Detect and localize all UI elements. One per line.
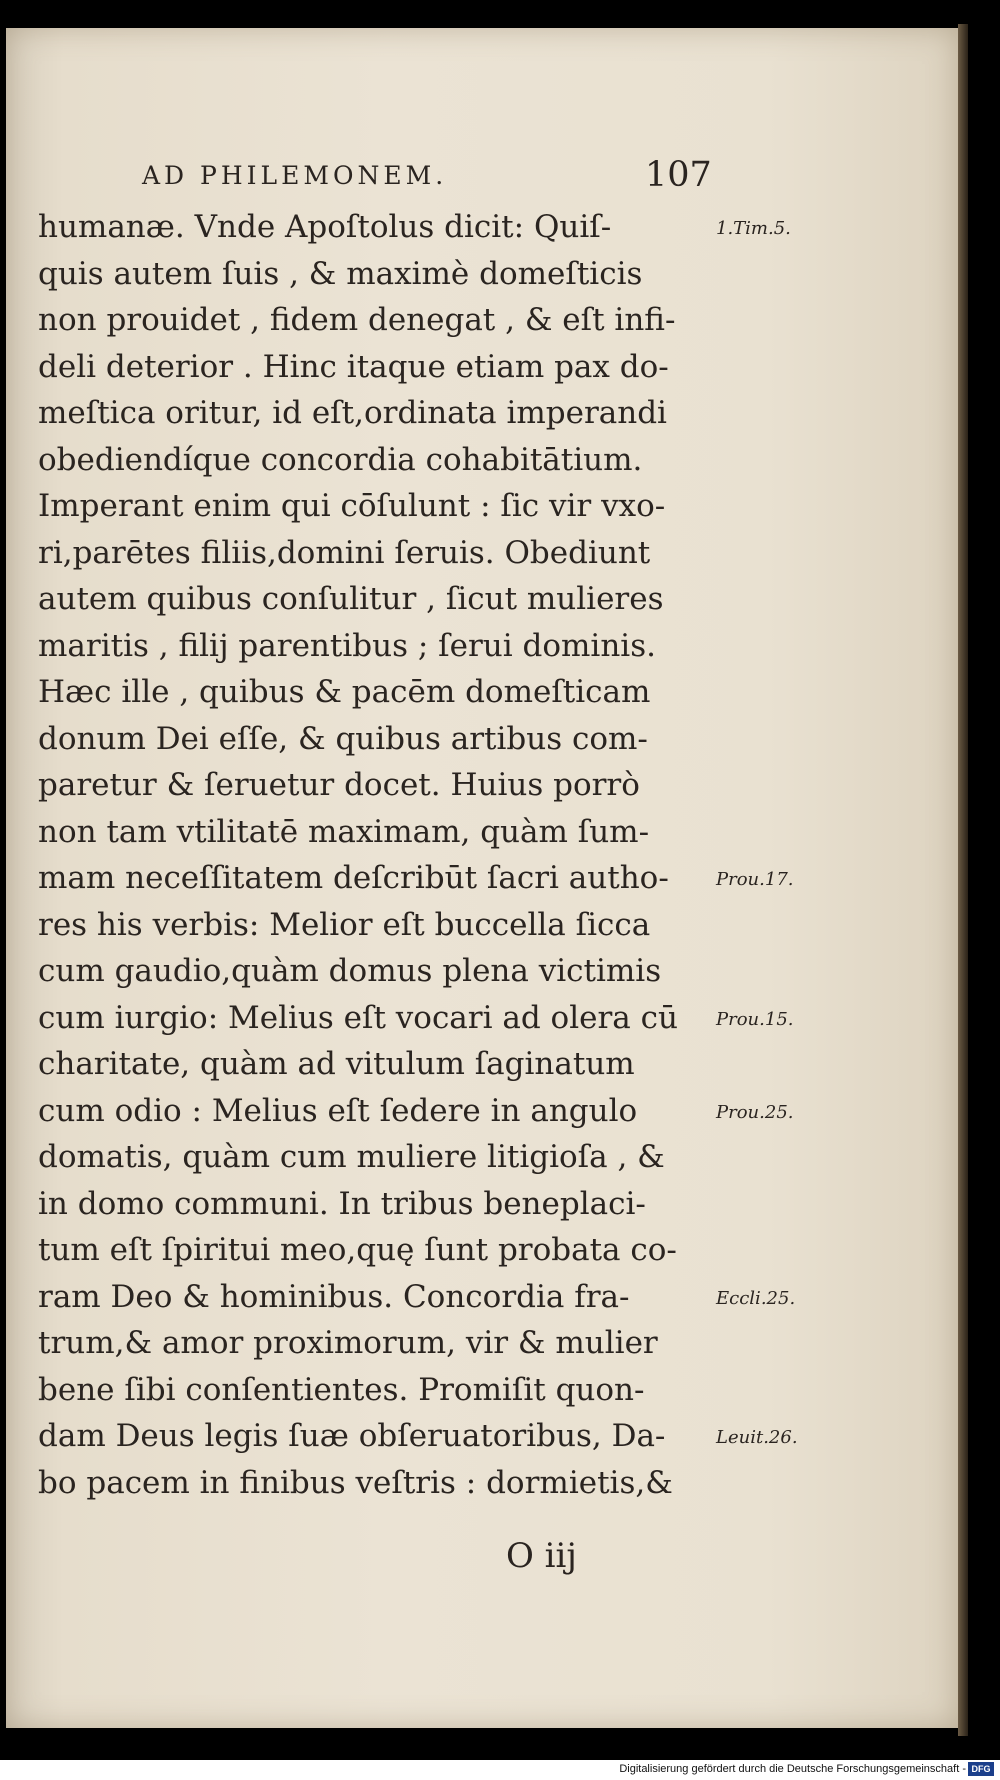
- margin-note: 1.Tim.5.: [716, 218, 791, 239]
- text-line: meſtica oritur, id eſt,ordinata imperandi: [38, 395, 667, 431]
- margin-note: Leuit.26.: [716, 1427, 798, 1448]
- text-line: cum gaudio,quàm domus plena victimis: [38, 953, 662, 989]
- signature-mark: O iij: [506, 1536, 577, 1576]
- text-line: maritis , filij parentibus ; ſerui dominis.: [38, 627, 656, 664]
- text-line: obediendíque concordia cohabitātium.: [38, 441, 643, 478]
- margin-note: Prou.25.: [716, 1101, 794, 1123]
- text-line: dam Deus legis ſuæ obſeruatoribus, Da-: [38, 1418, 666, 1454]
- page-edge-shadow: [958, 24, 968, 1736]
- text-line: cum iurgio: Melius eſt vocari ad olera cū: [38, 999, 678, 1036]
- body-text: [38, 204, 718, 1506]
- text-line: tum eſt ſpiritui meo,quę ſunt probata co-: [38, 1232, 677, 1268]
- margin-note: Prou.17.: [716, 869, 794, 890]
- text-line: mam neceſſitatem deſcribūt ſacri autho-: [38, 860, 669, 896]
- margin-note: Prou.15.: [716, 1008, 794, 1030]
- text-line: quis autem ſuis , & maximè domeſticis: [38, 255, 643, 292]
- page-number: 107: [645, 155, 712, 195]
- footer-credit: Digitalisierung gefördert durch die Deutsche Forschungsgemeinschaft -: [619, 1763, 966, 1775]
- margin-note: Eccli.25.: [716, 1287, 796, 1309]
- text-line: res his verbis: Melior eſt buccella ſicca: [38, 906, 651, 943]
- text-line: deli deterior . Hinc itaque etiam pax do-: [38, 348, 669, 385]
- book-page: [6, 28, 958, 1728]
- text-line: bo pacem in finibus veſtris : dormietis,&: [38, 1464, 673, 1501]
- text-line: ri,parētes filiis,domini ſeruis. Obediunt: [38, 534, 651, 571]
- text-line: non prouidet , fidem denegat , & eſt infi-: [38, 302, 676, 338]
- text-line: autem quibus conſulitur , ſicut mulieres: [38, 581, 664, 617]
- text-line: donum Dei eſſe, & quibus artibus com-: [38, 720, 648, 757]
- text-line: cum odio : Melius eſt ſedere in angulo: [38, 1092, 638, 1129]
- text-line: domatis, quàm cum muliere litigioſa , &: [38, 1139, 665, 1175]
- text-line: ram Deo & hominibus. Concordia fra-: [38, 1278, 630, 1315]
- running-head: AD PHILEMONEM.: [142, 161, 448, 190]
- text-line: in domo communi. In tribus beneplaci-: [38, 1185, 646, 1222]
- text-line: humanæ. Vnde Apoſtolus dicit: Quiſ-: [38, 209, 612, 245]
- text-line: bene ſibi conſentientes. Promiſit quon-: [38, 1371, 645, 1408]
- text-line: trum,& amor proximorum, vir & mulier: [38, 1325, 658, 1361]
- page-header: [142, 155, 722, 201]
- text-line: paretur & ſeruetur docet. Huius porrò: [38, 767, 640, 803]
- text-line: Hæc ille , quibus & pacēm domeſticam: [38, 674, 651, 710]
- dfg-logo: DFG: [968, 1762, 994, 1776]
- text-line: charitate, quàm ad vitulum ſaginatum: [38, 1046, 635, 1082]
- text-line: Imperant enim qui cōſulunt : ſic vir vxo-: [38, 488, 666, 524]
- text-line: non tam vtilitatē maximam, quàm ſum-: [38, 813, 650, 850]
